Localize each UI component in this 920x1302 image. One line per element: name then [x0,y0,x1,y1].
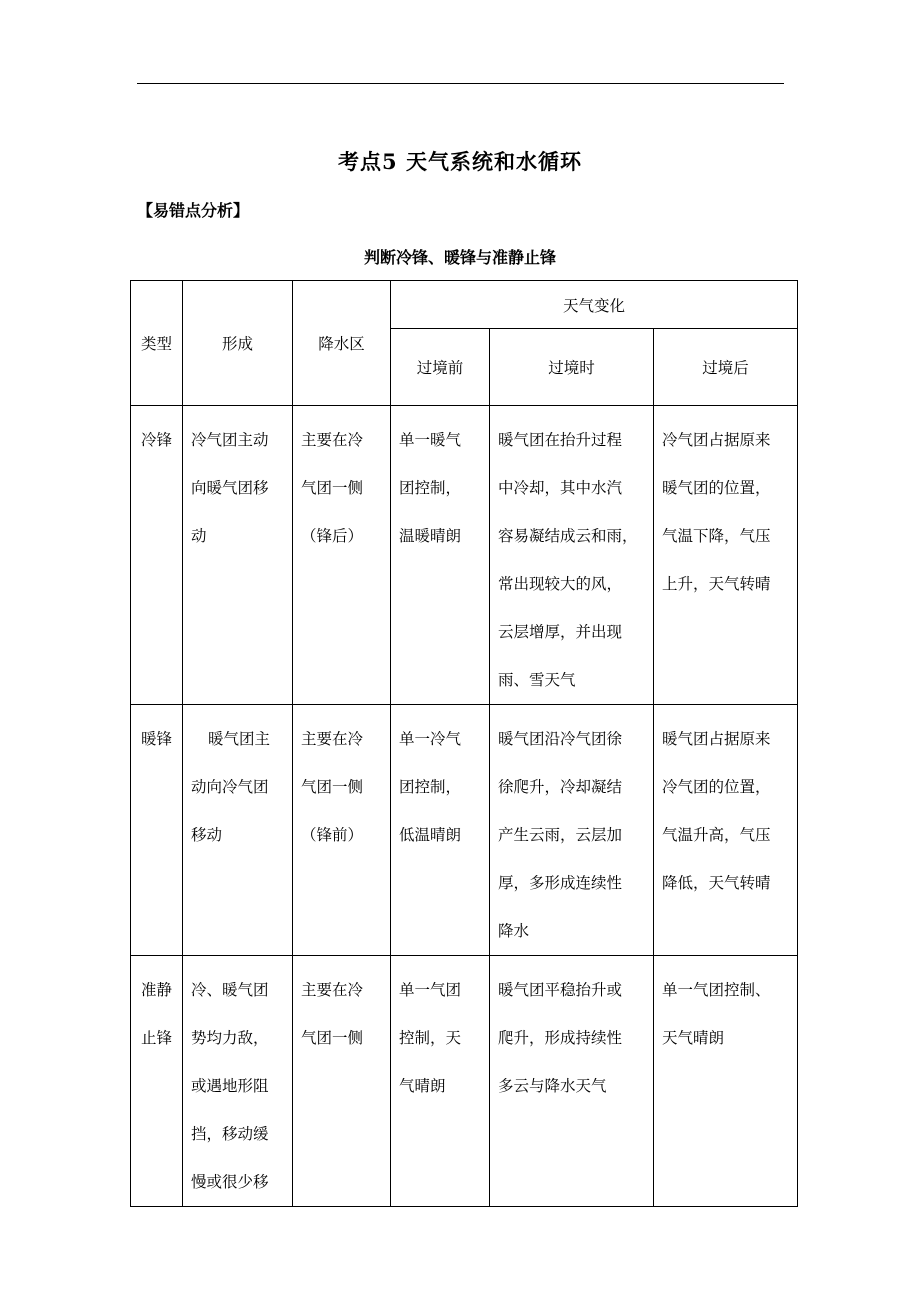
cell-during: 暖气团沿冷气团徐 徐爬升，冷却凝结 产生云雨，云层加 厚，多形成连续性 降水 [490,705,654,956]
header-precip-area: 降水区 [293,281,391,406]
page-title: 考点5 天气系统和水循环 [338,149,582,174]
cell-precip-area: 主要在冷 气团一侧 [293,956,391,1207]
cell-formation: 冷气团主动 向暖气团移 动 [183,406,293,705]
header-after: 过境后 [654,329,798,406]
cell-precip-area: 主要在冷 气团一侧 （锋前） [293,705,391,956]
cell-before: 单一气团 控制，天 气晴朗 [391,956,490,1207]
cell-type: 准静 止锋 [131,956,183,1207]
cell-type: 冷锋 [131,406,183,705]
table-row [131,705,798,956]
header-weather-change: 天气变化 [391,281,798,329]
header-during: 过境时 [490,329,654,406]
cell-before: 单一暖气 团控制， 温暖晴朗 [391,406,490,705]
table-row [131,406,798,705]
cell-formation: 暖气团主 动向冷气团 移动 [183,705,293,956]
cell-after: 单一气团控制、 天气晴朗 [654,956,798,1207]
cell-after: 暖气团占据原来 冷气团的位置， 气温升高，气压 降低，天气转晴 [654,705,798,956]
table-caption: 判断冷锋、暖锋与准静止锋 [363,248,556,267]
section-label: 【易错点分析】 [137,201,250,220]
header-before: 过境前 [391,329,490,406]
cell-after: 冷气团占据原来 暖气团的位置， 气温下降，气压 上升，天气转晴 [654,406,798,705]
cell-precip-area: 主要在冷 气团一侧 （锋后） [293,406,391,705]
cell-during: 暖气团平稳抬升或 爬升，形成持续性 多云与降水天气 [490,956,654,1207]
cell-formation: 冷、暖气团 势均力敌， 或遇地形阻 挡，移动缓 慢或很少移 [183,956,293,1207]
cell-type: 暖锋 [131,705,183,956]
header-formation: 形成 [183,281,293,406]
table-row [131,956,798,1207]
fronts-table [130,280,798,1207]
header-type: 类型 [131,281,183,406]
cell-before: 单一冷气 团控制， 低温晴朗 [391,705,490,956]
header-rule [137,83,784,84]
cell-during: 暖气团在抬升过程 中冷却，其中水汽 容易凝结成云和雨， 常出现较大的风， 云层增厚，并出现 雨、雪天气 [490,406,654,705]
